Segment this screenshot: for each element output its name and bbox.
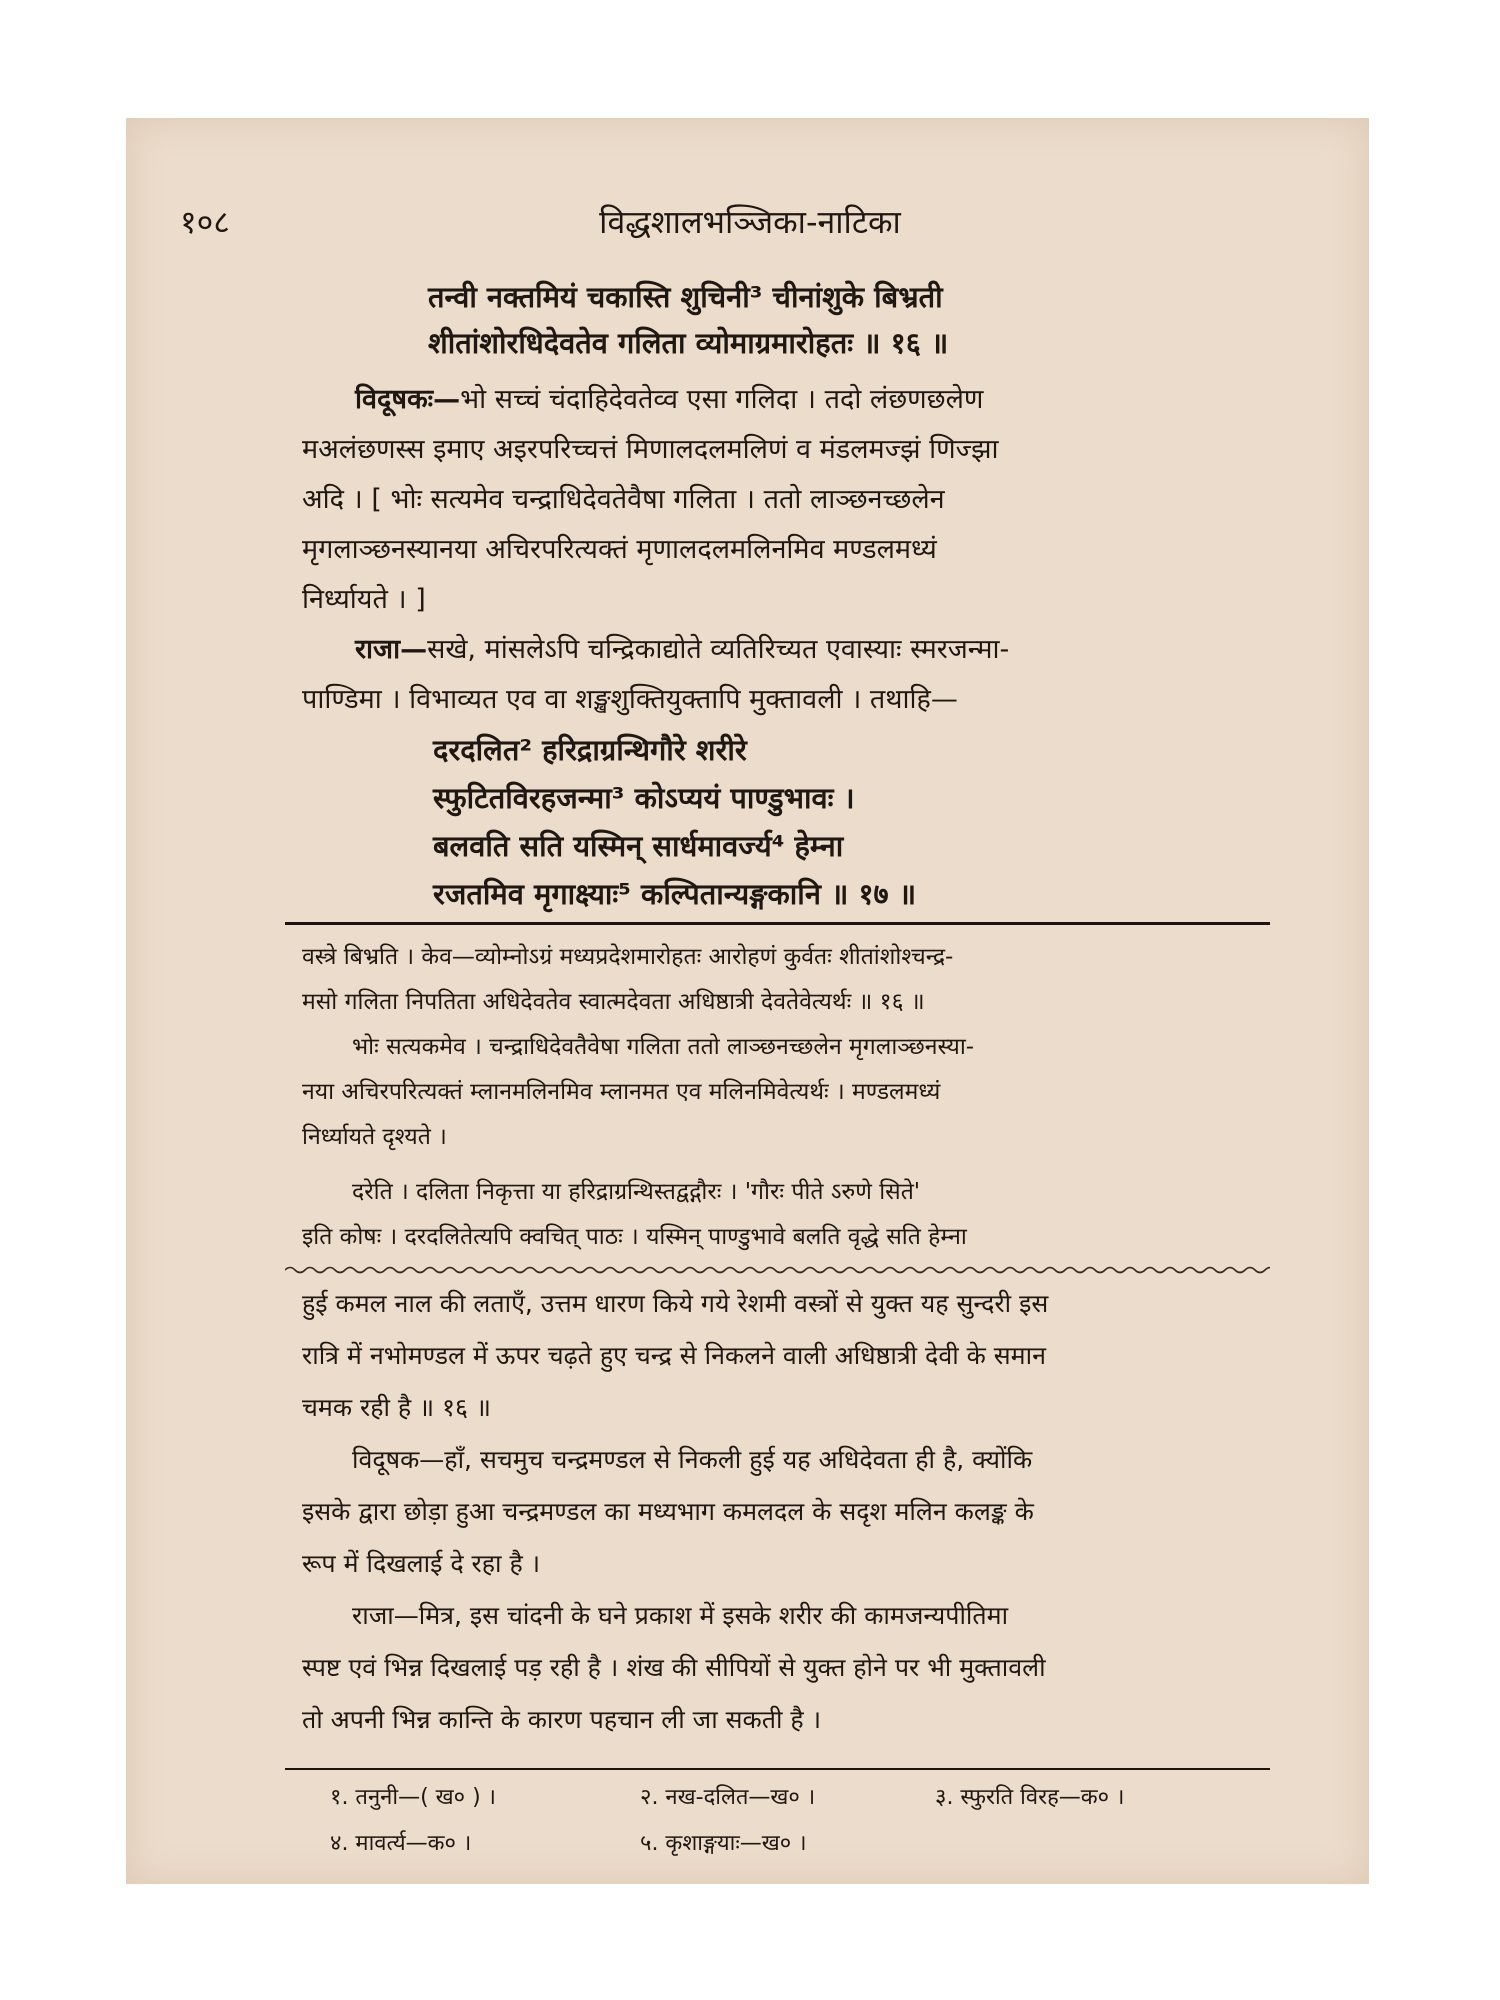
commentary-line-1: वस्त्रे बिभ्रति । केव—व्योम्नोऽग्रं मध्यप्रदेशमारोहतः आरोहणं कुर्वतः शीतांशोश्चन्द्र- [302, 944, 954, 970]
commentary-line-2: मसो गलिता निपतिता अधिदेवतेव स्वात्मदेवता अधिष्ठात्री देवतेवेत्यर्थः ॥ १६ ॥ [302, 989, 925, 1015]
hindi-line-8: स्पष्ट एवं भिन्न दिखलाई पड़ रही है । शंख की सीपियों से युक्त होने पर भी मुक्तावली [302, 1653, 1046, 1682]
hindi-line-6: रूप में दिखलाई दे रहा है । [302, 1549, 541, 1578]
footnote-5: ५. कृशाङ्गयाः—ख० । [640, 1831, 807, 1856]
speaker-vidushaka: विदूषकः— [355, 384, 461, 415]
hindi-line-2: रात्रि में नभोमण्डल में ऊपर चढ़ते हुए चन्द्र से निकलने वाली अधिष्ठात्री देवी के समान [302, 1341, 1046, 1370]
commentary-line-5: निर्ध्यायते दृश्यते । [302, 1124, 447, 1150]
vidushaka-prose-line-4: मृगलाञ्छनस्यानया अचिरपरित्यक्तं मृणालदलमलिनमिव मण्डलमध्यं [302, 534, 937, 565]
verse-17-line-3: बलवति सति यस्मिन् सार्धमावर्ज्य⁴ हेम्ना [433, 829, 844, 863]
verse-16-line-2: शीतांशोरधिदेवतेव गलिता व्योमाग्रमारोहतः ॥ १६ ॥ [428, 326, 949, 360]
hindi-line-9: तो अपनी भिन्न कान्ति के कारण पहचान ली जा सकती है । [302, 1705, 822, 1734]
verse-17-line-4: रजतमिव मृगाक्ष्याः⁵ कल्पितान्यङ्गकानि ॥ १७ ॥ [433, 877, 917, 911]
verse-17-line-1: दरदलित² हरिद्राग्रन्थिगौरे शरीरे [433, 733, 747, 767]
commentary-line-3: भोः सत्यकमेव । चन्द्राधिदेवतैवेषा गलिता ततो लाञ्छनच्छलेन मृगलाञ्छनस्या- [352, 1034, 975, 1060]
verse-16-line-1: तन्वी नक्तमियं चकास्ति शुचिनी³ चीनांशुके बिभ्रती [428, 280, 943, 314]
hindi-line-1: हुई कमल नाल की लताएँ, उत्तम धारण किये गये रेशमी वस्त्रों से युक्त यह सुन्दरी इस [302, 1289, 1049, 1318]
raja-prose-line-1: राजा—सखे, मांसलेऽपि चन्द्रिकाद्योते व्यतिरिच्यत एवास्याः स्मरजन्मा- [355, 634, 1010, 665]
vidushaka-prose-line-2: मअलंछणस्स इमाए अइरपरिच्चत्तं मिणालदलमलिणं व मंडलमज्झं णिज्झा [302, 434, 999, 465]
hindi-line-5: इसके द्वारा छोड़ा हुआ चन्द्रमण्डल का मध्यभाग कमलदल के सदृश मलिन कलङ्क के [302, 1497, 1034, 1526]
running-title: विद्धशालभञ्जिका-नाटिका [599, 203, 901, 241]
hindi-line-4: विदूषक—हाँ, सचमुच चन्द्रमण्डल से निकली हुई यह अधिदेवता ही है, क्योंकि [352, 1445, 1033, 1474]
wavy-divider [285, 1263, 1270, 1277]
vidushaka-prose-line-5: निर्ध्यायते । ] [302, 584, 426, 615]
footnote-4: ४. मावर्त्य—क० । [330, 1831, 472, 1856]
vidushaka-prose-line-1: विदूषकः—भो सच्चं चंदाहिदेवतेव्व एसा गलिदा । तदो लंछणछलेण [355, 384, 984, 415]
footnote-1: १. तनुनी—( ख० ) । [330, 1785, 497, 1810]
footnote-divider [285, 1768, 1270, 1770]
page-number: १०८ [180, 203, 230, 241]
speaker-raja: राजा— [355, 634, 428, 665]
verse-17-line-2: स्फुटितविरहजन्मा³ कोऽप्ययं पाण्डुभावः । [433, 781, 855, 815]
footnote-2: २. नख-दलित—ख० । [640, 1785, 816, 1810]
hindi-line-7: राजा—मित्र, इस चांदनी के घने प्रकाश में इसके शरीर की कामजन्यपीतिमा [352, 1601, 1009, 1630]
commentary-divider [285, 922, 1270, 925]
commentary-line-7: इति कोषः । दरदलितेत्यपि क्वचित् पाठः । यस्मिन् पाण्डुभावे बलति वृद्धे सति हेम्ना [302, 1224, 967, 1250]
footnote-3: ३. स्फुरति विरह—क० । [935, 1785, 1125, 1810]
raja-prose-line-2: पाण्डिमा । विभाव्यत एव वा शङ्खशुक्तियुक्तापि मुक्तावली । तथाहि— [302, 684, 958, 715]
hindi-line-3: चमक रही है ॥ १६ ॥ [302, 1393, 491, 1422]
commentary-line-6: दरेति । दलिता निकृत्ता या हरिद्राग्रन्थिस्तद्वद्गौरः । 'गौरः पीते ऽरुणे सिते' [352, 1179, 921, 1205]
vidushaka-prose-line-3: अदि । [ भोः सत्यमेव चन्द्राधिदेवतेवैषा गलिता । ततो लाञ्छनच्छलेन [302, 484, 945, 515]
commentary-line-4: नया अचिरपरित्यक्तं म्लानमलिनमिव म्लानमत एव मलिनमिवेत्यर्थः । मण्डलमध्यं [302, 1079, 941, 1105]
page-header [180, 200, 1320, 250]
